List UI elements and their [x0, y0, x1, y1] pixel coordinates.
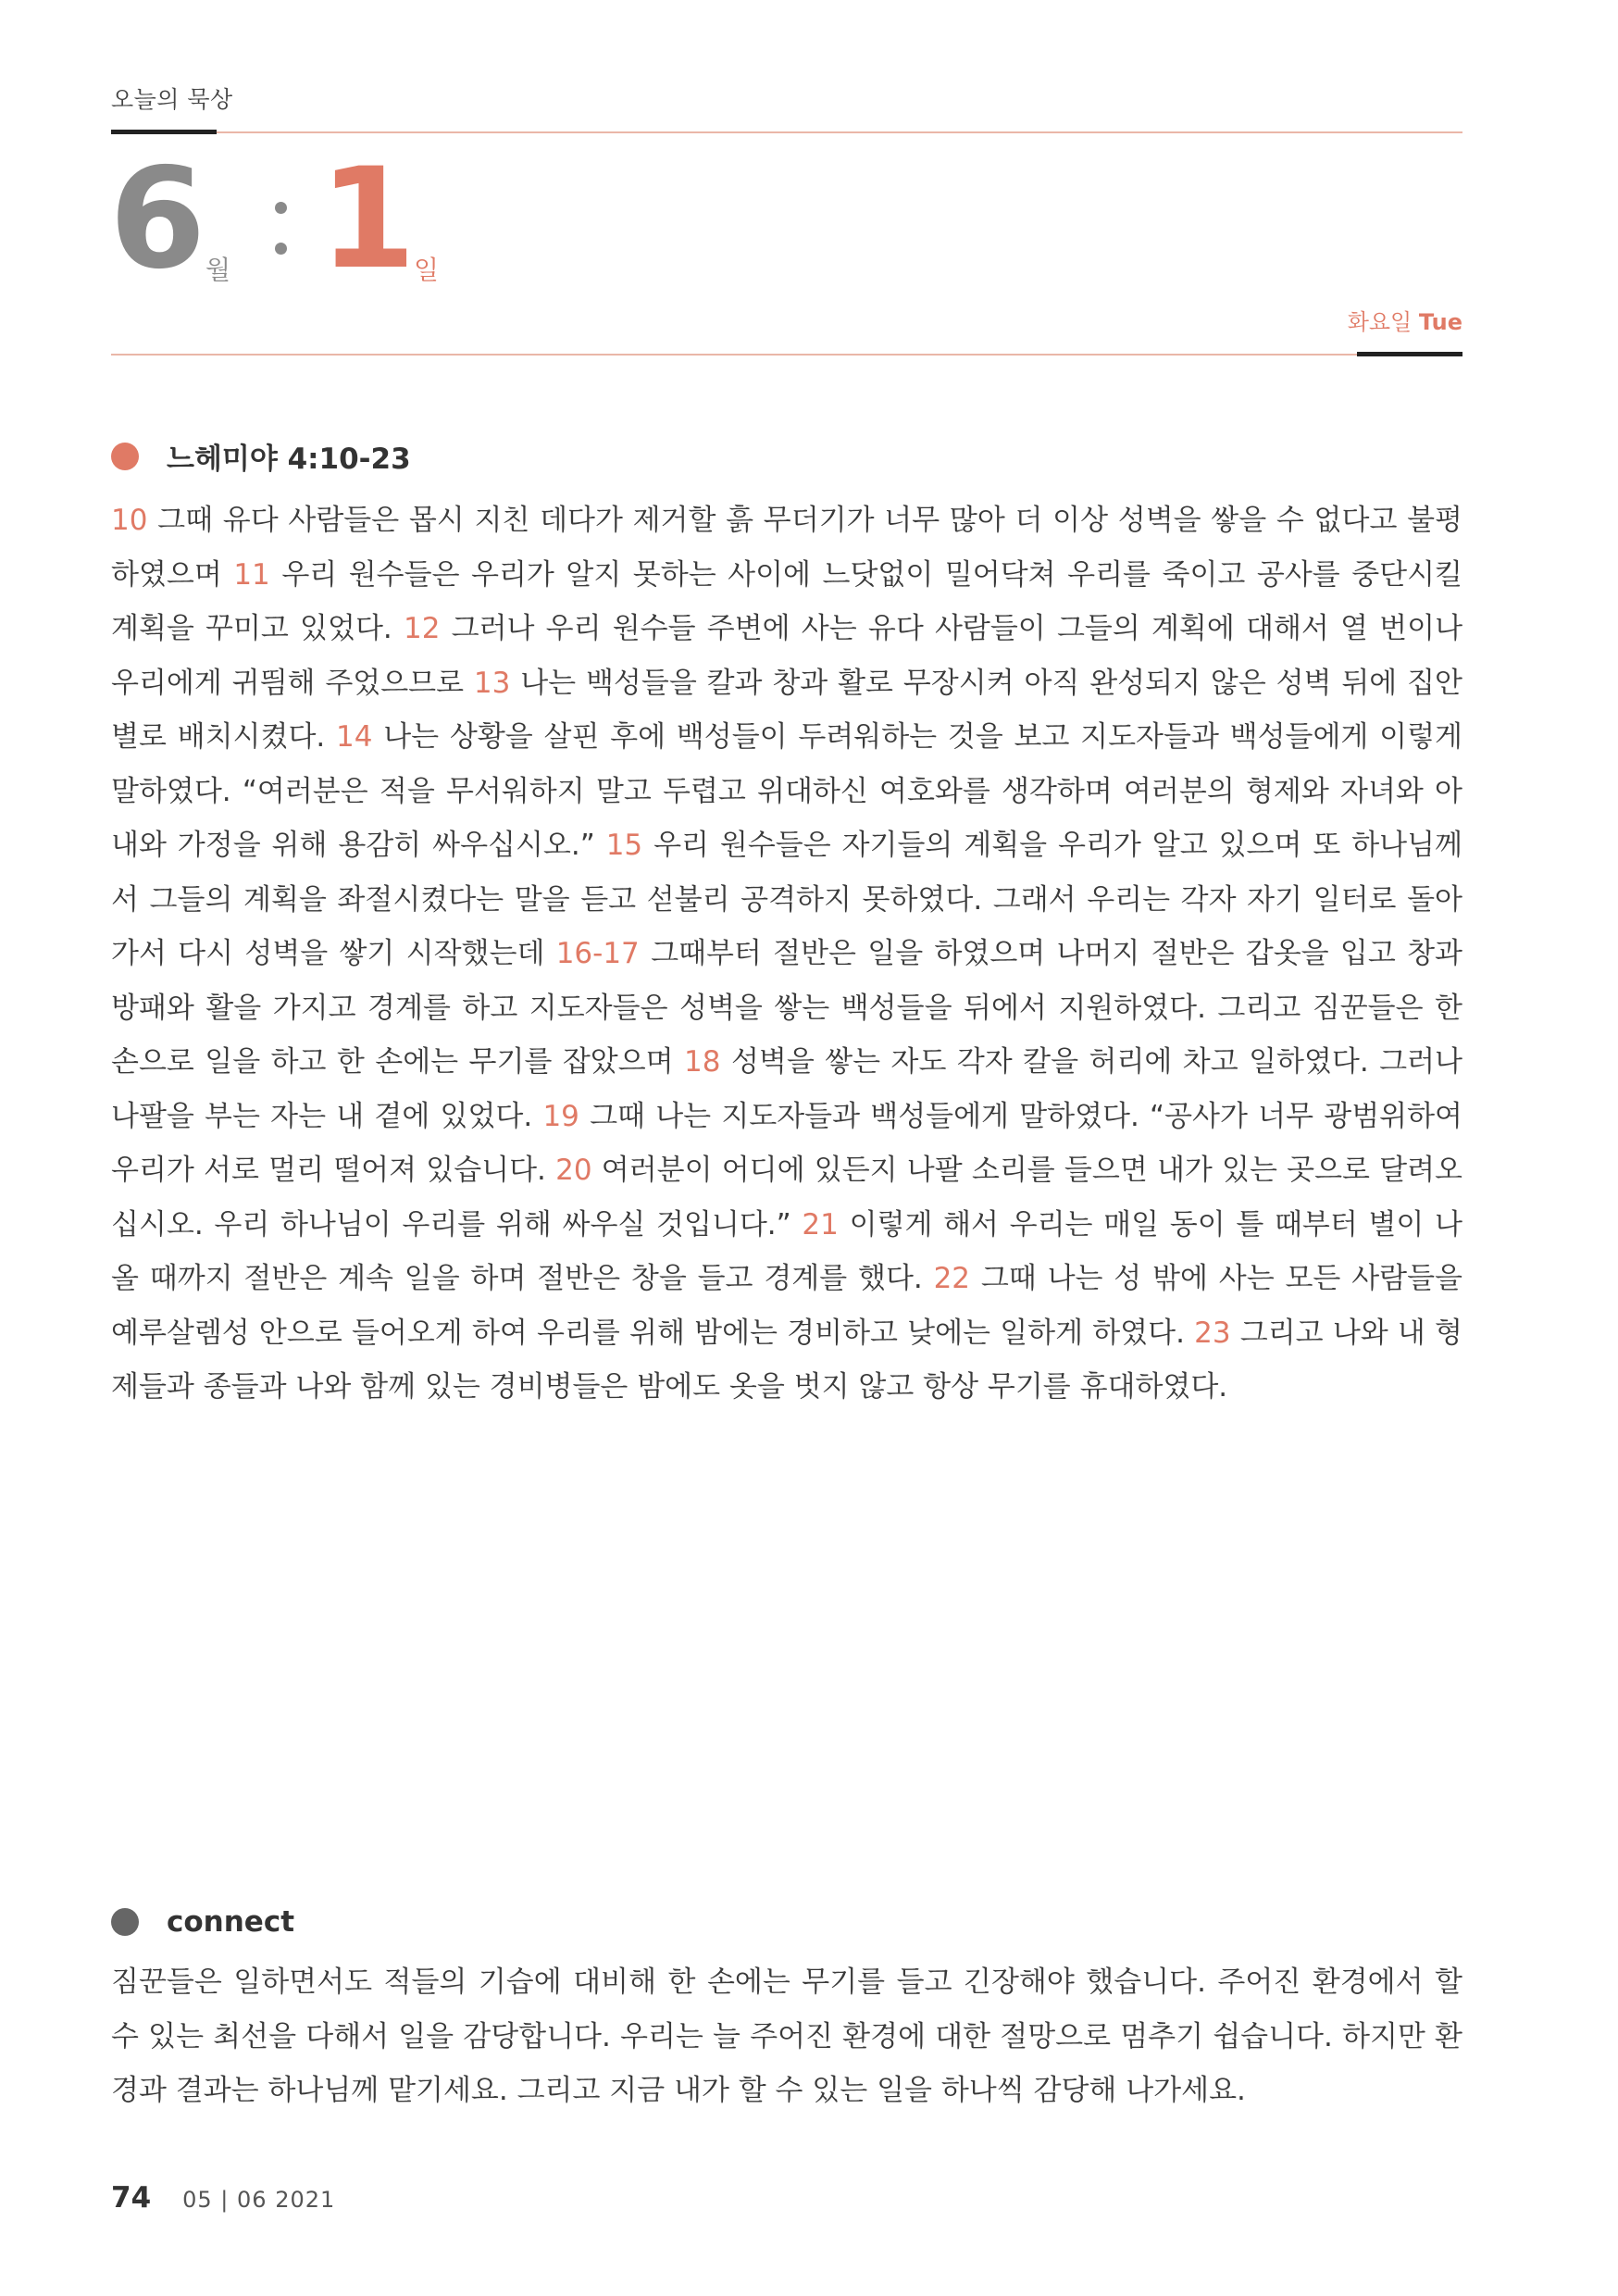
date-colon-top: [275, 202, 287, 214]
date-rule-accent: [1357, 352, 1462, 356]
footer: [111, 2181, 335, 2215]
verse-text: 여러분이 어디에 있든지 나팔 소리를 들으면 내가 있는 곳으로 달려오십시오. 우리 하나님이 우리를 위해 싸우실 것입니다.”: [111, 1154, 1463, 1242]
verse-text: 그때 유다 사람들은 몹시 지친 데다가 제거할 흙 무더기가 너무 많아 더 이상 성벽을 쌓을 수 없다고 불평하였으며: [111, 504, 1462, 592]
header-rule-accent: [111, 130, 217, 134]
verse-number: 23: [1194, 1316, 1231, 1350]
date-rule: [111, 354, 1462, 356]
section-label: 오늘의 묵상: [111, 86, 233, 113]
verse-number: 19: [542, 1099, 579, 1133]
verse-number: 10: [111, 504, 148, 537]
scripture-heading: [111, 435, 411, 477]
verse-text: 이렇게 해서 우리는 매일 동이 틀 때부터 별이 나올 때까지 절반은 계속 일을 하며 절반은 창을 들고 경계를 했다.: [111, 1207, 1462, 1295]
scripture-text: [111, 493, 1462, 1415]
verse-text: 성벽을 쌓는 자도 각자 칼을 허리에 차고 일하였다. 그러나 나팔을 부는 자는 내 곁에 있었다.: [111, 1045, 1462, 1133]
verse-number: 14: [336, 720, 373, 754]
header-rule: [111, 131, 1462, 133]
month-unit: 월: [205, 255, 231, 285]
date-colon-bottom: [275, 243, 287, 255]
issue-date: 05 | 06 2021: [182, 2187, 336, 2213]
date-month: 6: [109, 139, 206, 300]
verse-number: 18: [684, 1045, 721, 1079]
verse-number: 12: [403, 612, 441, 645]
weekday-korean: 화요일: [1347, 309, 1413, 335]
verse-text: 우리 원수들은 자기들의 계획을 우리가 알고 있으며 또 하나님께서 그들의 계획을 좌절시켰다는 말을 듣고 섣불리 공격하지 못하였다. 그래서 우리는 각자 자기 일터로 돌아가서 다시 성벽을 쌓기 시작했는데: [111, 829, 1462, 970]
verse-text: 그리고 나와 내 형제들과 종들과 나와 함께 있는 경비병들은 밤에도 옷을 벗지 않고 항상 무기를 휴대하였다.: [111, 1316, 1462, 1404]
day-unit: 일: [414, 255, 440, 285]
verse-text: 그러나 우리 원수들 주변에 사는 유다 사람들이 그들의 계획에 대해서 열 번이나 우리에게 귀띔해 주었으므로: [111, 612, 1463, 700]
scripture-reference: 느헤미야 4:10-23: [167, 443, 411, 476]
verse-number: 16-17: [555, 937, 640, 970]
bullet-circle-icon: [111, 443, 139, 470]
connect-heading: [111, 1905, 294, 1939]
verse-text: 그때부터 절반은 일을 하였으며 나머지 절반은 갑옷을 입고 창과 방패와 활을 가지고 경계를 하고 지도자들은 성벽을 쌓는 백성들을 뒤에서 지원하였다. 그리고 짐꾼들은 한 손으로 일을 하고 한 손에는 무기를 잡았으며: [111, 937, 1462, 1079]
connect-title: connect: [167, 1905, 295, 1939]
verse-number: 22: [933, 1262, 971, 1295]
verse-text: 우리 원수들은 우리가 알지 못하는 사이에 느닷없이 밀어닥쳐 우리를 죽이고 공사를 중단시킬 계획을 꾸미고 있었다.: [111, 557, 1463, 645]
date-day: 1: [319, 139, 417, 300]
verse-number: 20: [555, 1154, 592, 1187]
verse-text: 나는 상황을 살핀 후에 백성들이 두려워하는 것을 보고 지도자들과 백성들에게 이렇게 말하였다. “여러분은 적을 무서워하지 말고 두렵고 위대하신 여호와를 생각하며 여러분의 형제와 자녀와 아내와 가정을 위해 용감히 싸우십시오.”: [111, 720, 1462, 862]
verse-number: 15: [605, 829, 643, 862]
weekday: [1348, 304, 1462, 336]
verse-number: 21: [802, 1207, 839, 1242]
weekday-english: Tue: [1418, 309, 1462, 335]
verse-text: 그때 나는 성 밖에 사는 모든 사람들을 예루살렘성 안으로 들어오게 하여 우리를 위해 밤에는 경비하고 낮에는 일하게 하였다.: [111, 1262, 1462, 1350]
verse-number: 11: [233, 557, 270, 592]
connect-text: 짐꾼들은 일하면서도 적들의 기습에 대비해 한 손에는 무기를 들고 긴장해야 했습니다. 주어진 환경에서 할 수 있는 최선을 다해서 일을 감당합니다. 우리는 늘 주어진 환경에 대한 절망으로 멈추기 쉽습니다. 하지만 환경과 결과는 하나님께 맡기세요. 그리고 지금 내가 할 수 있는 일을 하나씩 감당해 나가세요.: [111, 1965, 1462, 2107]
verse-text: 그때 나는 지도자들과 백성들에게 말하였다. “공사가 너무 광범위하여 우리가 서로 멀리 떨어져 있습니다.: [111, 1099, 1462, 1187]
bullet-circle-icon: [111, 1908, 139, 1936]
page-number: 74: [111, 2181, 152, 2215]
verse-number: 13: [473, 666, 511, 700]
verse-text: 나는 백성들을 칼과 창과 활로 무장시켜 아직 완성되지 않은 성벽 뒤에 집안별로 배치시켰다.: [111, 666, 1462, 754]
